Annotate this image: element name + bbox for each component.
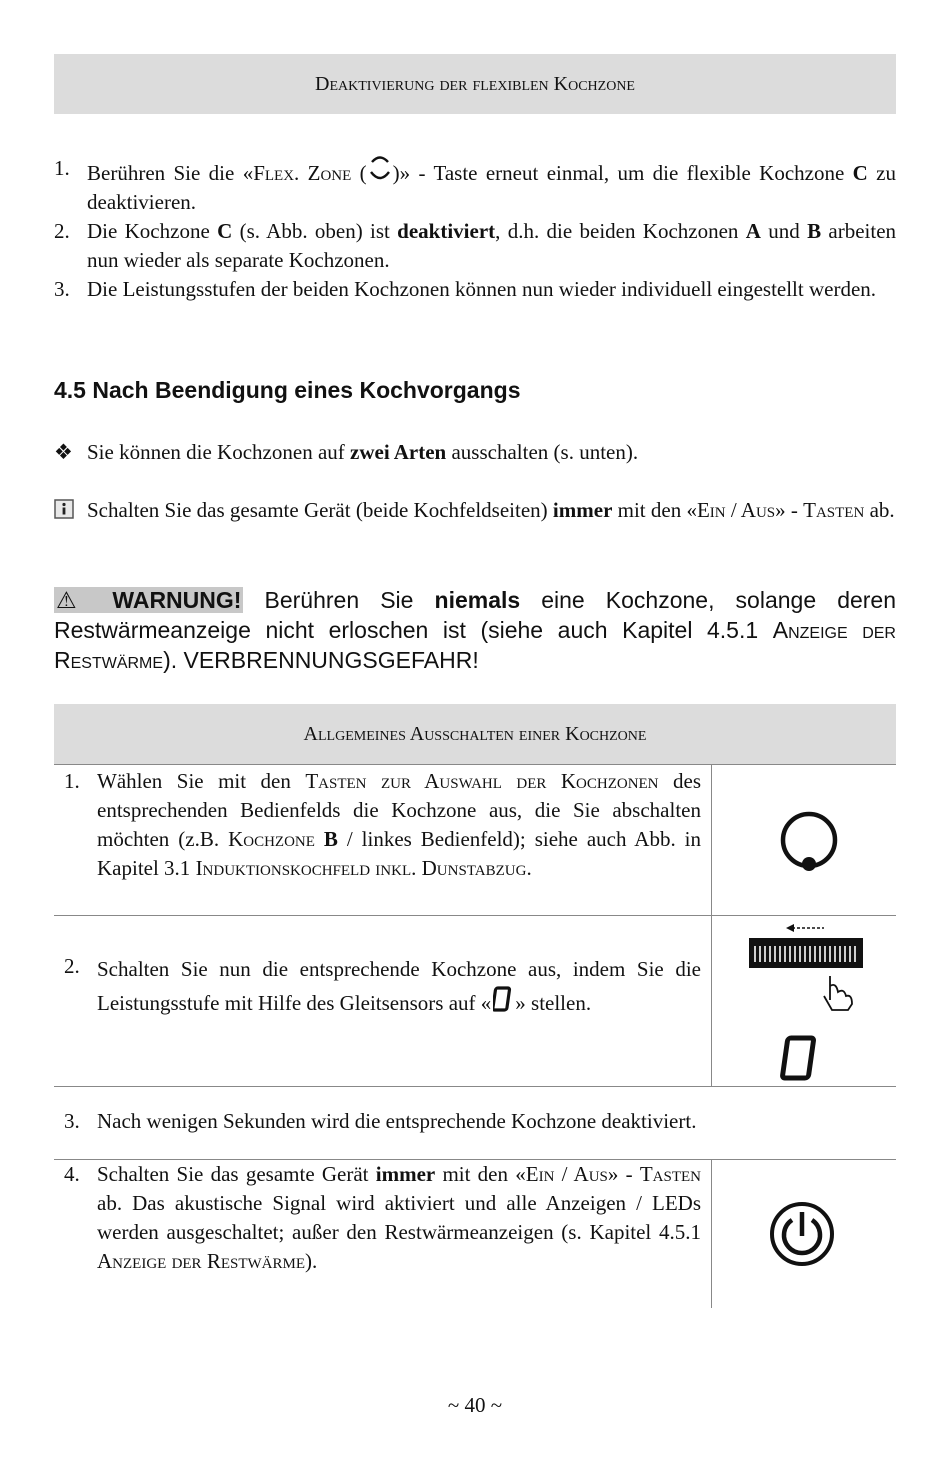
section-heading: 4.5 Nach Beendigung eines Kochvorgangs [54,377,521,403]
warning-box: ⚠ WARNUNG! Berühren Sie niemals eine Kochzone, solange deren Restwärmeanzeige nicht erloschen ist (siehe auch Kapitel 4.5.1 Anzeige der Restwärme). VERBRENNUNGSGEFAHR! [54,587,897,673]
section-header: Deaktivierung der flexiblen Kochzone [54,54,896,114]
table-header: Allgemeines Ausschalten einer Kochzone [54,704,896,764]
info-paragraph: Schalten Sie das gesamte Gerät (beide Kochfeldseiten) immer mit den «Ein / Aus» - Tasten ab. [54,496,896,525]
list-item: 1. Berühren Sie die «Flex. Zone ( )» - Taste erneut einmal, um die flexible Kochzone C zu deaktivieren. [54,156,896,214]
page-number: ~ 40 ~ [447,1393,503,1417]
instruction-table [54,704,896,1308]
info-icon [54,499,74,519]
slider-sensor-icon [712,916,896,1086]
power-icon [712,1160,896,1308]
table-row: 3. Nach wenigen Sekunden wird die entsprechende Kochzone deaktiviert. [54,1086,896,1159]
warning-label: ⚠ WARNUNG! [56,587,242,613]
warning-icon: ⚠ [56,587,92,613]
diamond-bullet-icon: ❖ [54,440,73,464]
flex-zone-icon [367,154,393,184]
table-row: 2. Schalten Sie nun die entsprechende Kochzone aus, indem Sie die Leistungsstufe mit Hilfe des Gleitsensors auf « » stellen. [54,915,896,1086]
zone-select-icon [712,765,896,915]
power-level-zero-icon [493,986,513,1012]
bullet-paragraph: ❖ Sie können die Kochzonen auf zwei Arten ausschalten (s. unten). [54,438,896,467]
deactivation-steps [54,154,896,304]
table-row: 1. Wählen Sie mit den Tasten zur Auswahl der Kochzonen des entsprechenden Bedienfelds die Kochzone aus, die Sie abschalten möchten (z.B. Kochzone B / linkes Bedienfeld); siehe auch Abb. in Kapitel 3.1 Induktionskochfeld inkl. Dunstabzug. [54,764,896,915]
list-item: 2. Die Kochzone C (s. Abb. oben) ist deaktiviert, d.h. die beiden Kochzonen A und B arbeiten nun wieder als separate Kochzonen. [54,219,897,272]
list-item: 3. Die Leistungsstufen der beiden Kochzonen können nun wieder individuell eingestellt werden. [54,277,877,301]
table-row: 4. Schalten Sie das gesamte Gerät immer mit den «Ein / Aus» - Tasten ab. Das akustische Signal wird aktiviert und alle Anzeigen / LEDs werden ausgeschaltet; außer den Restwärmeanzeigen (s. Kapitel 4.5.1 Anzeige der Restwärme). [54,1159,896,1308]
